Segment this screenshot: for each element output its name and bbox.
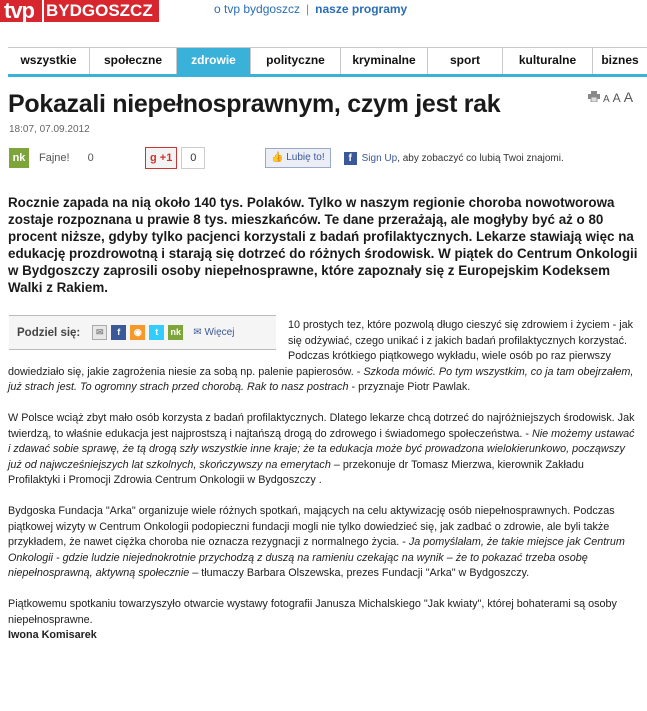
quote-text: Ja pomyślałam, że takie miejsce jak Centrum Onkologii - gdzie ludzie niejednokrotnie przychodzą z duszą na ramieniu czekając na wynik – że to pokazać trzeba osobę niepełnosprawną, aktywną społecznie [8,536,625,580]
print-icon[interactable] [588,91,600,102]
facebook-like-label: Lubię to! [286,152,325,163]
programs-link[interactable]: nasze programy [315,2,408,16]
paragraph-text: W Polsce wciąż zbyt mało osób korzysta z badań profilaktycznych. Dlatego lekarze chcą dotrzeć do najróżniejszych środowisk. Jak twierdzą, to właśnie edukacja jest najprostszą i najtańszą drogą do zdrowego i świadomego społeczeństwa. - [8,411,635,440]
font-size-small[interactable]: A [603,94,610,105]
tab-biznes[interactable]: biznes [601,53,639,67]
tab-zdrowie[interactable]: zdrowie [177,48,251,74]
article-datetime: 18:07, 07.09.2012 [9,124,90,135]
quote-text: Nie możemy ustawać i zdawać sobie sprawę, że tą drogą szły wszystkie inne kraje; że ta edukacja może być prowadzona wielokierunkowo, począwszy już od najwcześniejszych lat szkolnych, skończywszy na emerytach [8,427,635,471]
email-share-icon[interactable]: ✉ [92,325,107,340]
tab-sport[interactable]: sport [428,48,503,74]
facebook-like-button[interactable]: 👍 Lubię to! [265,148,331,168]
tab-spoleczne[interactable]: społeczne [90,48,177,74]
about-link[interactable]: o tvp bydgoszcz [214,2,301,16]
tvp-bydgoszcz-logo[interactable] [0,0,159,22]
article-paragraph [8,411,638,489]
site-header [0,0,647,22]
facebook-like-widget [265,146,564,170]
font-size-large[interactable]: A [623,89,634,105]
nk-share-icon[interactable]: nk [168,325,183,340]
google-plus-button[interactable]: g +1 [145,147,177,169]
facebook-icon: f [344,152,357,165]
facebook-signup-text [362,153,564,164]
article-tools [588,89,633,105]
tab-wszystkie[interactable]: wszystkie [8,48,90,74]
paragraph-text: – przekonuje dr Tomasz Mierzwa, kierownik Zakładu Profilaktyki i Promocji Zdrowia Centrum Onkologii w Bydgoszczy . [8,458,584,487]
google-plus-count: 0 [181,147,205,169]
paragraph-text: - przyznaje Piotr Pawlak. [348,381,471,394]
nk-count: 0 [87,152,94,164]
nk-icon: nk [9,148,29,168]
share-more-link[interactable]: ✉ Więcej [193,327,235,338]
nk-fajne-widget[interactable] [9,146,94,170]
article-lead: Rocznie zapada na nią około 140 tys. Polaków. Tylko w naszym regionie choroba nowotworowa zostaje rozpoznana u prawie 8 tys. mieszkańców. Te dane przerażają, ale mogłyby być aż o 80 procent niższe, gdyby tylko pacjenci korzystali z badań profilaktycznych. Lekarze stawiają więc na edukację prozdrowotną i starają się dotrzeć do różnych środowisk. W piątek do Centrum Onkologii w Bydgoszczy zaprosili osoby niepełnosprawne, które zapoznały się z Europejskim Kodeksem Walki z Rakiem. [8,195,638,295]
wykop-share-icon[interactable]: ◉ [130,325,145,340]
logo-city: BYDGOSZCZ [42,0,159,22]
article-body [8,318,638,644]
logo-tvp: tvp [0,0,42,22]
google-plus-widget [145,146,205,170]
tab-kryminalne[interactable]: kryminalne [341,48,428,74]
paragraph-text: – tłumaczy Barbara Olszewska, prezes Fundacji "Arka" w Bydgoszczy. [189,567,530,580]
font-size-medium[interactable]: A [612,91,621,105]
article-title: Pokazali niepełnosprawnym, czym jest rak [8,90,501,118]
google-plus-label: +1 [159,152,173,164]
quote-text: Szkoda mówić. Po tym wszystkim, co ja tam obejrzałem, już strach jest. To ogromny strach przed chorobą. Rak to nasz postrach [8,365,634,394]
article-author: Iwona Komisarek [8,629,97,642]
share-label: Podziel się: [17,326,81,339]
facebook-share-icon[interactable]: f [111,325,126,340]
article-paragraph [8,504,638,582]
paragraph-text: Piątkowemu spotkaniu towarzyszyło otwarcie wystawy fotografii Janusza Michalskiego "Jak kwiaty", której bohaterami są osoby niepełnosprawne. [8,597,617,626]
twitter-share-icon[interactable]: t [149,325,164,340]
tab-kulturalne[interactable]: kulturalne [503,48,593,74]
share-box-spacer [8,318,288,354]
category-nav [8,47,647,77]
nk-label: Fajne! [39,152,70,164]
top-links [214,2,407,16]
top-links-separator: | [306,2,310,16]
facebook-signup-rest: , aby zobaczyć co lubią Twoi znajomi. [397,152,564,164]
facebook-signup-link[interactable]: Sign Up [361,152,398,164]
share-more-label: Więcej [204,327,235,338]
article-paragraph [8,597,638,644]
paragraph-text: 10 prostych tez, które pozwolą długo cieszyć się zdrowiem i życiem - jak się odżywiać, czego unikać i z jakich badań profilaktycznych korzystać. Podczas krótkiego piątkowego wykładu, wiele osób po raz pierwszy dowiedziało się, jakie zagrożenia niesie za sobą np. palenie papierosów. - [8,319,634,378]
paragraph-text: Bydgoska Fundacja "Arka" organizuje wiele różnych spotkań, mających na celu aktywizację osób niepełnosprawnych. Podczas piątkowej wizyty w Centrum Onkologii podopieczni fundacji mogli nie tylko dowiedzieć się, jak zadbać o zdrowie, ale byli także przykładem, że nawet ciężka choroba nie oznacza rezygnacji z normalnego życia. - [8,504,615,549]
tab-polityczne[interactable]: polityczne [251,48,341,74]
